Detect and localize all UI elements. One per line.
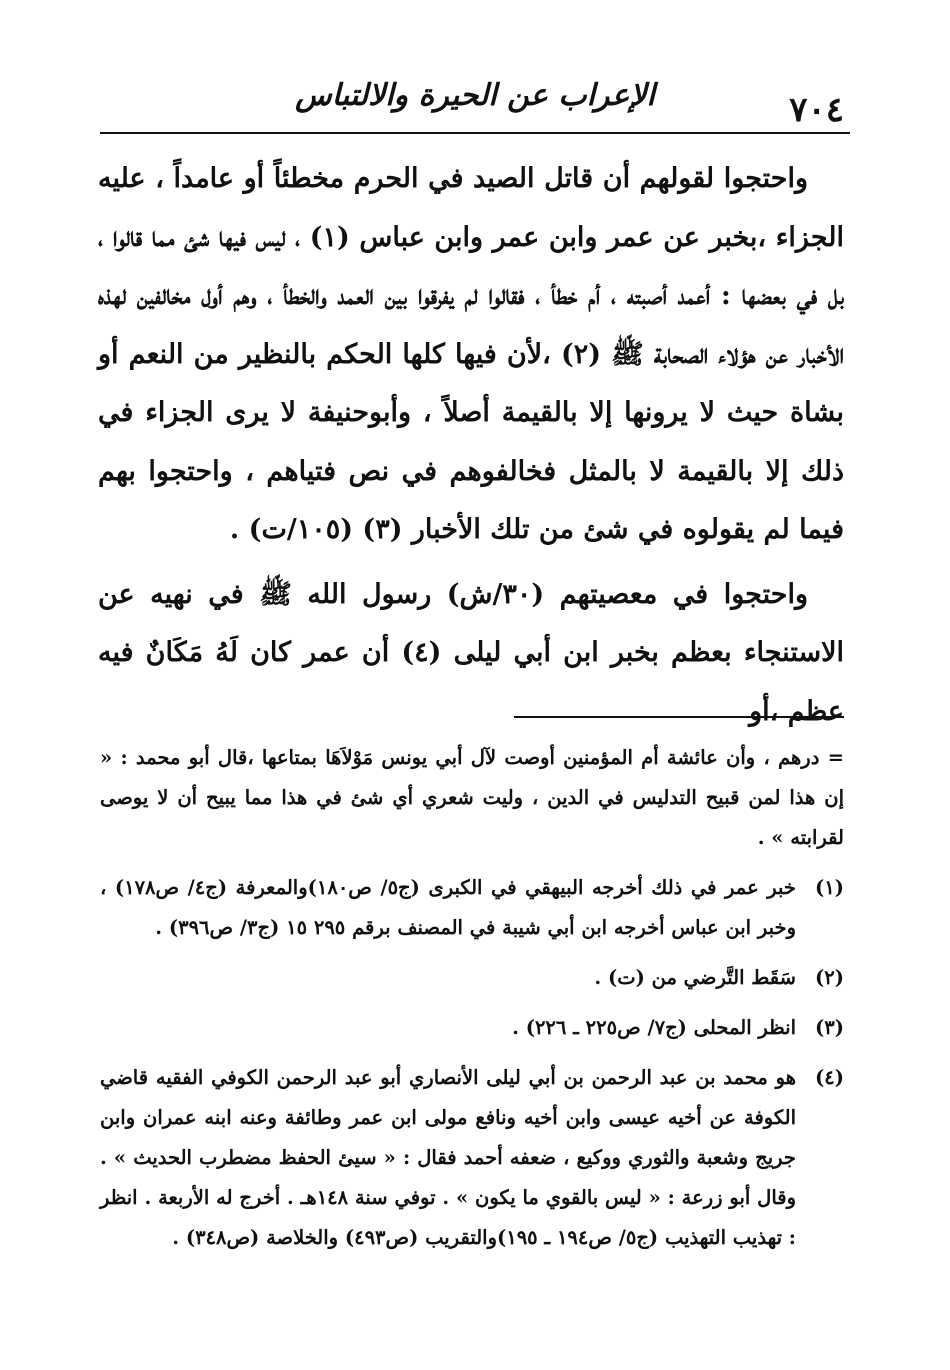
footnote-number: (٣) — [815, 1016, 844, 1039]
main-text — [98, 150, 844, 741]
footnote-text: خبر عمر في ذلك أخرجه البيهقي في الكبرى (ج٥/ ص١٨٠)والمعرفة (ج٤/ ص١٧٨) ، وخبر ابن عباس أخرجه ابن أبي شيبة في المصنف برقم ٢٩٥ ١٥ (ج٣/ ص٣٩٦) . — [100, 876, 796, 939]
footnote-text: هو محمد بن عبد الرحمن بن أبي ليلى الأنصاري أبو عبد الرحمن الكوفي الفقيه قاضي الكوفة عن أخيه عيسى وابن أخيه ونافع مولى ابن عمر وطائفة وعنه ابنه عمران وابن جريج وشعبة والثوري ووكيع ، ضعفه أحمد فقال : « سيئ الحفظ مضطرب الحديث » . وقال أبو زرعة : « ليس بالقوي ما يكون » . توفي سنة ١٤٨هـ . أخرج له الأربعة . انظر : تهذيب التهذيب (ج٥/ ص١٩٤ ـ ١٩٥)والتقريب (ص٤٩٣) والخلاصة (ص٣٤٨) . — [100, 1066, 797, 1249]
footnote-3 — [100, 1008, 844, 1048]
footnote-4 — [100, 1058, 844, 1258]
footnote-number: (٢) — [815, 966, 844, 989]
footnote-continuation: = درهم ، وأن عائشة أم المؤمنين أوصت لآل أبي يونس مَوْلاَهَا بمتاعها ،قال أبو محمد : « إن هذا لمن قبيح التدليس في الدين ، وليت شعري أي شئ في هذا مما يبيح أن لا يوصى لقرابته » . — [100, 746, 844, 849]
body-paragraph: واحتجوا في معصيتهم (٣٠/ش) رسول الله ﷺ في نهيه عن الاستنجاء بعظم بخبر ابن أبي ليلى (٤) أن عمر كان لَهُ مَكَانٌ فيه عظم ،أو — [98, 578, 844, 727]
footnote-separator — [514, 716, 844, 718]
running-title: الإعراب عن الحيرة والالتباس — [295, 78, 655, 113]
footnote-number: (١) — [815, 876, 844, 899]
footnote-number: (٤) — [815, 1066, 844, 1089]
page-number: ٧٠٤ — [789, 90, 844, 130]
footnote-2 — [100, 958, 844, 998]
page-header — [100, 68, 850, 130]
footnote-text: سَقَط التَّرضي من (ت) . — [594, 966, 796, 989]
footnote-text: انظر المحلى (ج٧/ ص٢٢٥ ـ ٢٢٦) . — [512, 1016, 796, 1039]
footnote-1 — [100, 868, 844, 948]
header-rule — [100, 132, 850, 134]
footnotes — [100, 738, 844, 1268]
body-paragraph: واحتجوا لقولهم أن قاتل الصيد في الحرم مخطئاً أو عامداً ، عليه الجزاء ،بخبر عن عمر وابن عمر وابن عباس (١) ، ليس فيها شئ مما قالوا ، بل في بعضها : أعمد أصبته ، أم خطأ ، فقالوا لم يفرقوا بين العمد والخطأ ، وهم أول مخالفين لهذه الأخبار عن هؤلاء الصحابة ﷺ (٢) ،لأن فيها كلها الحكم بالنظير من النعم أو بشاة حيث لا يرونها إلا بالقيمة أصلاً ، وأبوحنيفة لا يرى الجزاء في ذلك إلا بالقيمة لا بالمثل فخالفوهم في نص فتياهم ، واحتجوا بهم فيما لم يقولوه في شئ من تلك الأخبار (٣) (١٠٥/ت) . — [98, 163, 844, 545]
